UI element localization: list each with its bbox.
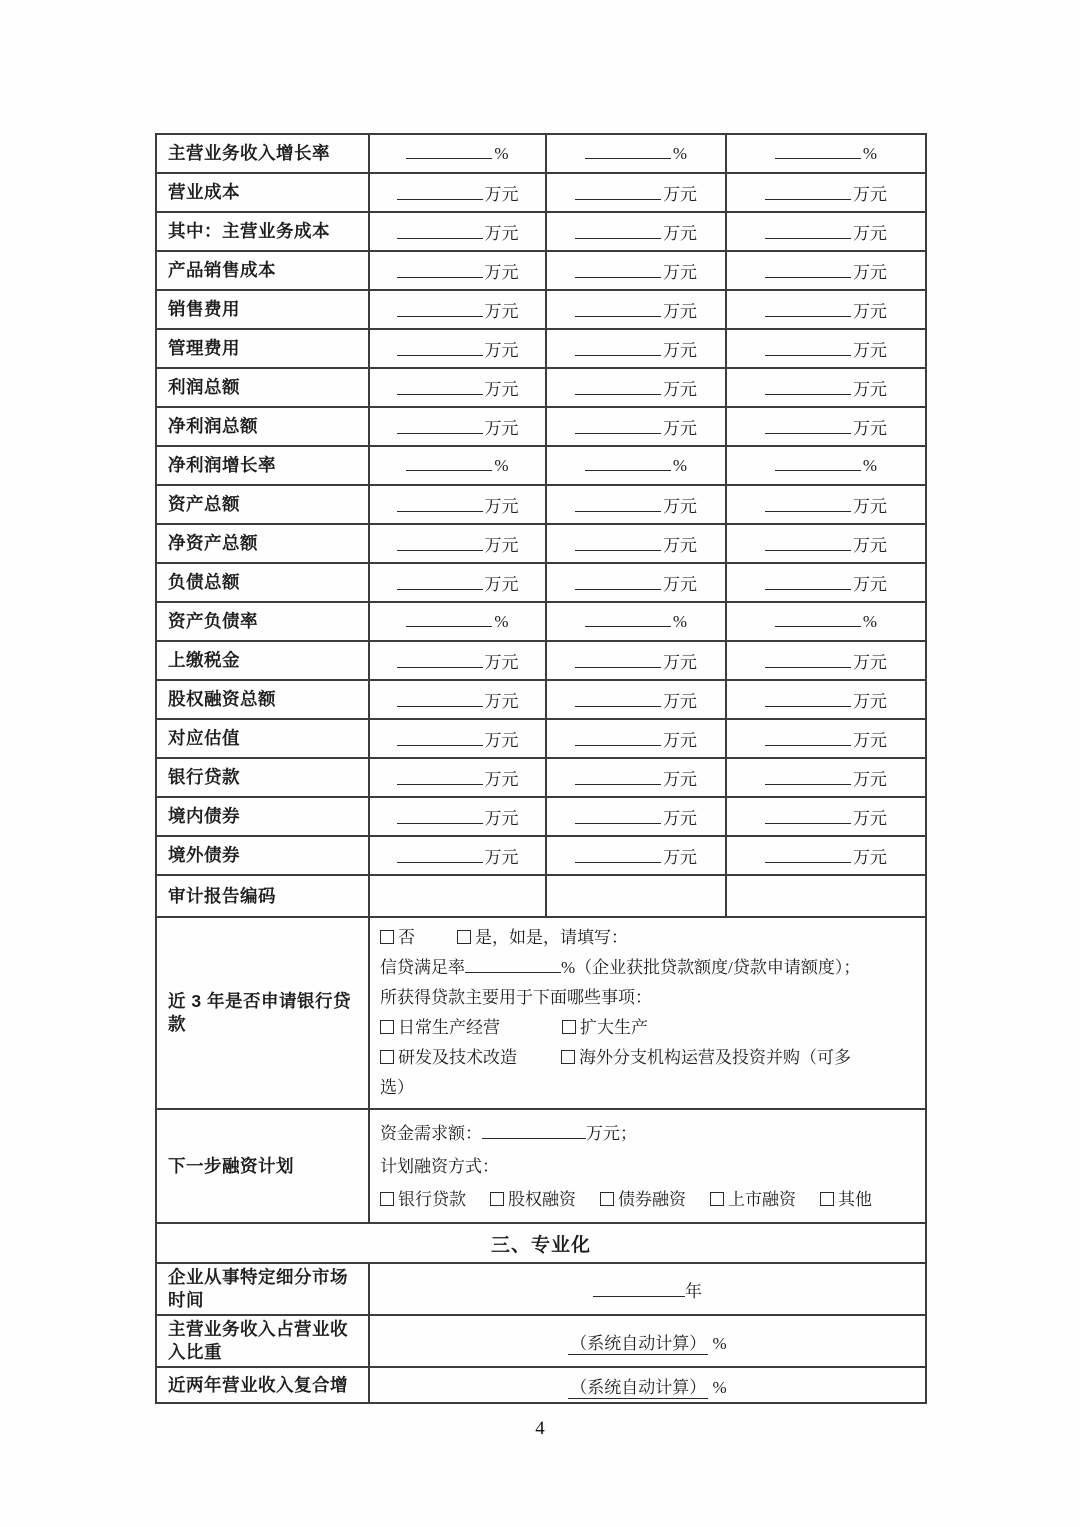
blank-underline-field (397, 692, 483, 707)
unit-label: 万元 (853, 575, 887, 594)
usage-option-label: 研发及技术改造 (398, 1048, 517, 1067)
credit-ratio-line (380, 953, 915, 983)
value-cell (726, 602, 926, 641)
unit-label: 万元 (484, 848, 519, 867)
bank-loan-detail-cell (369, 917, 926, 1109)
blank-underline-field (775, 144, 861, 159)
unit-label: 万元 (853, 692, 887, 711)
blank-underline-field (575, 302, 661, 317)
blank-underline-field (775, 456, 861, 471)
unit-label: 万元 (853, 419, 887, 438)
unit-label: 万元 (853, 653, 887, 672)
value-cell (546, 563, 726, 602)
table-row (156, 1367, 926, 1403)
blank-underline-field (397, 770, 483, 785)
value-cell (369, 836, 546, 875)
blank-underline-field (397, 263, 483, 278)
value-cell (546, 836, 726, 875)
value-cell (369, 524, 546, 563)
unit-label: 万元 (853, 302, 887, 321)
financial-table-row (156, 797, 926, 836)
blank-underline-field (765, 419, 851, 434)
value-cell (726, 797, 926, 836)
blank-underline-field (575, 848, 661, 863)
credit-ratio-label: 信贷满足率 (380, 958, 465, 977)
blank-underline-field (397, 341, 483, 356)
blank-underline-field (406, 456, 492, 471)
unit-label: 万元 (663, 341, 697, 360)
blank-underline-field (482, 1124, 586, 1139)
value-cell (369, 758, 546, 797)
value-cell (726, 836, 926, 875)
blank-underline-field (575, 341, 661, 356)
unit-label: 万元 (853, 263, 887, 282)
value-cell (369, 368, 546, 407)
row-label: 净利润增长率 (156, 446, 369, 485)
unit-label: 万元 (853, 848, 887, 867)
blank-underline-field (765, 575, 851, 590)
unit-label: 万元 (663, 731, 697, 750)
financial-table-row (156, 173, 926, 212)
blank-underline-field (585, 456, 671, 471)
auto-calc-text: （系统自动计算） (570, 1333, 707, 1353)
value-cell (369, 602, 546, 641)
blank-underline-field (765, 302, 851, 317)
row-label: 管理费用 (156, 329, 369, 368)
value-cell (369, 290, 546, 329)
financial-table-row (156, 329, 926, 368)
blank-underline-field (575, 575, 661, 590)
value-cell (546, 797, 726, 836)
usage-option-label: 海外分支机构运营及投资并购（可多 (579, 1048, 851, 1067)
blank-underline-field (765, 653, 851, 668)
checkbox-icon (380, 1050, 394, 1064)
financial-table-row (156, 134, 926, 173)
unit-label: 万元 (663, 380, 697, 399)
table-row (156, 1223, 926, 1263)
funding-amount-label: 资金需求额： (380, 1123, 482, 1143)
empty-value-cell (369, 875, 546, 917)
financing-method-intro-line (380, 1150, 915, 1183)
blank-underline-field (406, 144, 492, 159)
value-cell (369, 719, 546, 758)
table-row (156, 917, 926, 1109)
next-financing-detail-cell (369, 1109, 926, 1223)
value-cell (369, 329, 546, 368)
financial-table-row (156, 251, 926, 290)
value-cell (726, 758, 926, 797)
financial-table-row (156, 446, 926, 485)
unit-label: % (672, 455, 688, 475)
row-label: 资产总额 (156, 485, 369, 524)
usage-question-line (380, 983, 915, 1013)
checkbox-icon (380, 1192, 394, 1206)
blank-underline-field (593, 1282, 685, 1297)
unit-label: 万元 (484, 692, 519, 711)
value-cell (546, 368, 726, 407)
value-cell (726, 719, 926, 758)
blank-underline-field (406, 612, 492, 627)
unit-label: 万元 (663, 185, 697, 204)
row-label: 境内债券 (156, 797, 369, 836)
financing-option-label: 股权融资 (508, 1189, 576, 1209)
value-cell (546, 758, 726, 797)
blank-underline-field (585, 612, 671, 627)
value-cell (369, 485, 546, 524)
unit-label: 万元 (484, 536, 519, 555)
usage-option-label-wrap: 选） (380, 1078, 414, 1097)
blank-underline-field (575, 770, 661, 785)
value-cell (726, 173, 926, 212)
checkbox-icon (380, 1020, 394, 1034)
row-label-audit-report-code: 审计报告编码 (156, 875, 369, 917)
row-label-bank-loan-question: 近 3 年是否申请银行贷款 (156, 917, 369, 1109)
blank-underline-field (765, 731, 851, 746)
blank-underline-field (585, 144, 671, 159)
row-label: 净资产总额 (156, 524, 369, 563)
value-cell (369, 134, 546, 173)
financial-rows-section (156, 134, 926, 875)
checkbox-icon (600, 1192, 614, 1206)
value-cell (369, 797, 546, 836)
value-cell (546, 602, 726, 641)
value-cell (546, 524, 726, 563)
blank-underline-field (397, 185, 483, 200)
blank-underline-field (575, 809, 661, 824)
unit-label: % (494, 611, 509, 631)
financial-table-row (156, 368, 926, 407)
financing-option-label: 上市融资 (728, 1189, 796, 1209)
row-label: 产品销售成本 (156, 251, 369, 290)
unit-label: 万元 (853, 770, 887, 789)
value-cell (369, 446, 546, 485)
blank-underline-field (575, 419, 661, 434)
blank-underline-field (397, 731, 483, 746)
page-number: 4 (535, 1418, 545, 1439)
blank-underline-field (575, 653, 661, 668)
value-cell (726, 251, 926, 290)
value-cell (726, 641, 926, 680)
percent-sign: % (712, 1377, 727, 1397)
value-cell (546, 446, 726, 485)
funding-amount-line (380, 1117, 915, 1150)
blank-underline-field (397, 302, 483, 317)
unit-label: 万元 (484, 302, 519, 321)
blank-underline-field (765, 497, 851, 512)
blank-underline-field (765, 770, 851, 785)
yes-no-line (380, 923, 915, 953)
unit-label: 万元 (663, 536, 697, 555)
unit-label: 万元 (853, 341, 887, 360)
value-cell (546, 212, 726, 251)
financial-table-row (156, 836, 926, 875)
unit-label: 万元 (663, 770, 697, 789)
value-cell (726, 524, 926, 563)
blank-underline-field (397, 536, 483, 551)
blank-underline-field (397, 419, 483, 434)
value-cell (546, 680, 726, 719)
value-cell (726, 212, 926, 251)
blank-underline-field (575, 692, 661, 707)
blank-underline-field (765, 809, 851, 824)
unit-label: 万元 (663, 224, 697, 243)
blank-underline-field (765, 224, 851, 239)
blank-underline-field (397, 575, 483, 590)
special-rows-section (156, 875, 926, 1403)
table-row (156, 1263, 926, 1315)
unit-label: 万元 (663, 692, 697, 711)
blank-underline-field (765, 341, 851, 356)
financial-table-row (156, 758, 926, 797)
blank-underline-field (765, 263, 851, 278)
blank-underline-field (575, 731, 661, 746)
unit-label: 万元 (663, 419, 697, 438)
empty-value-cell (726, 875, 926, 917)
value-cell (726, 446, 926, 485)
usage-options-wrap-line (380, 1073, 915, 1103)
unit-label: 万元 (484, 419, 519, 438)
value-cell (546, 329, 726, 368)
usage-options-line-2 (380, 1043, 915, 1073)
row-label-revenue-compound-growth: 近两年营业收入复合增 (156, 1367, 369, 1403)
financial-table-row (156, 212, 926, 251)
row-label: 资产负债率 (156, 602, 369, 641)
unit-label: 万元 (663, 575, 697, 594)
main-income-ratio-value-cell (369, 1315, 926, 1367)
financial-table-row (156, 680, 926, 719)
value-cell (726, 563, 926, 602)
row-label: 其中：主营业务成本 (156, 212, 369, 251)
financing-option-label: 债券融资 (618, 1189, 686, 1209)
unit-label: 万元 (853, 380, 887, 399)
value-cell (546, 485, 726, 524)
blank-underline-field (397, 380, 483, 395)
financial-table-row (156, 524, 926, 563)
credit-ratio-note: （企业获批贷款额度/贷款申请额度）； (575, 958, 861, 977)
value-cell (369, 641, 546, 680)
value-cell (369, 212, 546, 251)
checkbox-icon (562, 1020, 576, 1034)
blank-underline-field (575, 224, 661, 239)
unit-label: % (862, 455, 878, 475)
empty-value-cell (546, 875, 726, 917)
blank-underline-field (465, 958, 561, 973)
blank-underline-field (765, 848, 851, 863)
unit-label: 万元 (663, 653, 697, 672)
value-cell (546, 134, 726, 173)
row-label: 对应估值 (156, 719, 369, 758)
table-row (156, 875, 926, 917)
value-cell (546, 641, 726, 680)
checkbox-icon (820, 1192, 834, 1206)
usage-question-label: 所获得贷款主要用于下面哪些事项： (380, 988, 652, 1007)
unit-label: 万元 (663, 302, 697, 321)
value-cell (726, 290, 926, 329)
unit-label: % (494, 455, 509, 475)
form-table (155, 133, 927, 1404)
value-cell (369, 173, 546, 212)
financing-option-label: 其他 (838, 1189, 872, 1209)
table-row (156, 1315, 926, 1367)
financial-table-row (156, 641, 926, 680)
blank-underline-field (765, 185, 851, 200)
blank-underline-field (575, 185, 661, 200)
unit-label: 万元 (853, 224, 887, 243)
row-label: 净利润总额 (156, 407, 369, 446)
value-cell (369, 251, 546, 290)
unit-label: 万元 (484, 809, 519, 828)
blank-underline-field (397, 653, 483, 668)
financial-table-row (156, 563, 926, 602)
row-label: 上缴税金 (156, 641, 369, 680)
unit-label: 万元 (484, 653, 519, 672)
unit-label: 万元 (663, 497, 697, 516)
value-cell (726, 407, 926, 446)
blank-underline-field (397, 809, 483, 824)
usage-option-label: 扩大生产 (580, 1018, 648, 1037)
market-segment-time-value-cell (369, 1263, 926, 1315)
checkbox-icon (561, 1050, 575, 1064)
financial-table-row (156, 485, 926, 524)
financing-method-options-line (380, 1183, 915, 1216)
unit-label: 万元 (484, 770, 519, 789)
financial-table-row (156, 602, 926, 641)
row-label: 销售费用 (156, 290, 369, 329)
blank-underline-field (397, 224, 483, 239)
blank-underline-field (575, 536, 661, 551)
section-header-specialization: 三、专业化 (156, 1223, 926, 1263)
unit-label: 万元 (853, 185, 887, 204)
checkbox-icon (380, 930, 394, 944)
unit-label: % (862, 143, 878, 163)
blank-underline-field (775, 612, 861, 627)
unit-label: 万元 (663, 263, 697, 282)
value-cell (369, 563, 546, 602)
value-cell (546, 173, 726, 212)
financial-table-row (156, 407, 926, 446)
blank-underline-field (397, 497, 483, 512)
value-cell (546, 290, 726, 329)
option-no-label: 否 (398, 928, 415, 947)
auto-calc-text: （系统自动计算） (570, 1377, 707, 1397)
value-cell (369, 680, 546, 719)
blank-underline-field (575, 380, 661, 395)
unit-label: % (672, 143, 688, 163)
value-cell (726, 134, 926, 173)
blank-underline-field (575, 263, 661, 278)
row-label: 银行贷款 (156, 758, 369, 797)
unit-label: 万元 (484, 575, 519, 594)
unit-label: 万元 (484, 263, 519, 282)
row-label: 境外债券 (156, 836, 369, 875)
unit-label: 万元 (663, 848, 697, 867)
value-cell (726, 368, 926, 407)
percent-sign: % (712, 1333, 727, 1353)
checkbox-icon (457, 930, 471, 944)
financial-table-row (156, 719, 926, 758)
revenue-compound-growth-value-cell (369, 1367, 926, 1403)
unit-label: 万元 (484, 224, 519, 243)
financing-option-label: 银行贷款 (398, 1189, 466, 1209)
unit-label: 万元 (853, 731, 887, 750)
checkbox-icon (490, 1192, 504, 1206)
unit-label: 万元 (484, 497, 519, 516)
unit-label: 万元 (484, 185, 519, 204)
row-label-market-segment-time: 企业从事特定细分市场时间 (156, 1263, 369, 1315)
row-label-main-income-ratio: 主营业务收入占营业收入比重 (156, 1315, 369, 1367)
row-label: 营业成本 (156, 173, 369, 212)
unit-label: 万元 (663, 809, 697, 828)
value-cell (726, 485, 926, 524)
checkbox-icon (710, 1192, 724, 1206)
value-cell (546, 407, 726, 446)
unit-label: % (672, 611, 688, 631)
blank-underline-field (765, 380, 851, 395)
blank-underline-field (765, 692, 851, 707)
value-cell (546, 251, 726, 290)
unit-label: % (862, 611, 878, 631)
value-cell (726, 680, 926, 719)
unit-label: 万元 (484, 341, 519, 360)
unit-label: 万元 (484, 731, 519, 750)
blank-underline-field (765, 536, 851, 551)
value-cell (726, 329, 926, 368)
year-unit-label: 年 (685, 1281, 702, 1301)
option-yes-label: 是，如是，请填写： (475, 928, 628, 947)
row-label: 股权融资总额 (156, 680, 369, 719)
unit-label: % (494, 143, 509, 163)
percent-sign: % (561, 958, 576, 977)
row-label: 利润总额 (156, 368, 369, 407)
row-label: 负债总额 (156, 563, 369, 602)
row-label-next-financing-plan: 下一步融资计划 (156, 1109, 369, 1223)
unit-label: 万元 (484, 380, 519, 399)
unit-label: 万元 (853, 809, 887, 828)
unit-label: 万元 (853, 497, 887, 516)
usage-option-label: 日常生产经营 (398, 1018, 500, 1037)
unit-label: 万元 (853, 536, 887, 555)
usage-options-line-1 (380, 1013, 915, 1043)
blank-underline-field (575, 497, 661, 512)
table-row (156, 1109, 926, 1223)
financial-table-row (156, 290, 926, 329)
blank-underline-field (397, 848, 483, 863)
value-cell (546, 719, 726, 758)
row-label: 主营业务收入增长率 (156, 134, 369, 173)
amount-unit-label: 万元； (586, 1123, 637, 1143)
value-cell (369, 407, 546, 446)
financing-method-intro-label: 计划融资方式： (380, 1156, 499, 1176)
